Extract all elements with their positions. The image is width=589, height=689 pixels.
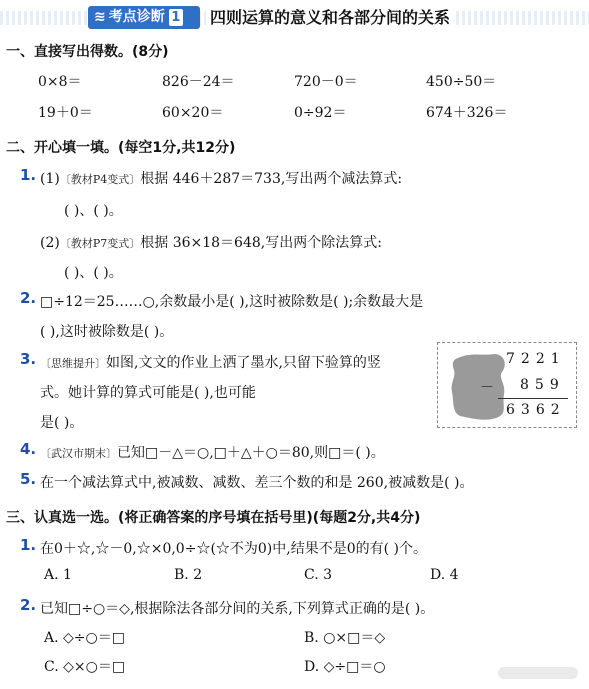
calc-item: 0×8＝: [38, 74, 82, 90]
section2-heading: 二、开心填一填。(每空1分,共12分): [6, 140, 236, 156]
question-number: 5.: [20, 470, 37, 488]
calc-mid: 859: [520, 377, 565, 393]
calc-item: 19＋0＝: [38, 105, 93, 121]
option: A. ◇÷○＝□: [44, 630, 125, 646]
question-number: 1.: [20, 166, 37, 184]
calc-item: 450÷50＝: [426, 74, 497, 90]
topic-badge: [88, 6, 200, 29]
question-number: 2.: [20, 596, 37, 614]
question-number: 4.: [20, 440, 37, 458]
q3-line2: 式。她计算的算式可能是( ),也可能: [40, 385, 256, 401]
calc-item: 0÷92＝: [294, 105, 347, 121]
q3-line3: 是( )。: [40, 415, 84, 431]
s3-q1-text: 在0＋☆,☆－0,☆×0,0÷☆(☆不为0)中,结果不是0的有( )个。: [40, 541, 428, 557]
calc-item: 826－24＝: [162, 74, 235, 90]
calc-top: 7221: [506, 351, 566, 367]
source-tag: 〔教材P7变式〕: [59, 237, 141, 250]
calc-minus: －: [480, 380, 494, 396]
badge-label: 考点诊断: [108, 9, 165, 25]
page-title: 四则运算的意义和各部分间的关系: [206, 6, 454, 29]
source-tag: 〔教材P4变式〕: [59, 173, 141, 186]
calc-rule: [498, 398, 568, 399]
option: D. 4: [430, 567, 459, 583]
q2-line2: ( ),这时被除数是( )。: [40, 324, 174, 340]
source-tag: 〔武汉市期末〕: [40, 447, 117, 460]
option: A. 1: [44, 567, 72, 583]
option: C. ◇×○＝□: [44, 659, 126, 675]
calc-item: 674＋326＝: [426, 105, 508, 121]
watermark: [498, 667, 578, 679]
section3-heading: 三、认真选一选。(将正确答案的序号填在括号里)(每题2分,共4分): [6, 510, 421, 526]
badge-number: 1: [169, 9, 183, 26]
option: B. ○×□＝◇: [304, 630, 386, 646]
calc-item: 720－0＝: [294, 74, 358, 90]
s3-q2-text: 已知□÷○＝◇,根据除法各部分间的关系,下列算式正确的是( )。: [40, 601, 435, 617]
q3-line1: 〔思维提升〕如图,文文的作业上洒了墨水,只留下验算的竖: [40, 355, 381, 371]
question-number: 1.: [20, 536, 37, 554]
question-number: 3.: [20, 350, 37, 368]
option: C. 3: [304, 567, 333, 583]
calc-result: 6362: [506, 402, 566, 418]
option: D. ◇÷□＝○: [304, 659, 386, 675]
q4-line: 〔武汉市期末〕已知□－△＝○,□＋△＋○＝80,则□＝( )。: [40, 445, 385, 461]
q1-blank-line-2: ( )、( )。: [64, 265, 123, 281]
wave-icon: ≋: [94, 9, 106, 25]
source-tag: 〔思维提升〕: [40, 357, 106, 370]
q1-blank-line: ( )、( )。: [64, 203, 123, 219]
q1-part2: (2)〔教材P7变式〕根据 36×18＝648,写出两个除法算式:: [40, 235, 382, 251]
calc-item: 60×20＝: [162, 105, 224, 121]
q2-line1: □÷12＝25……○,余数最小是( ),这时被除数是( );余数最大是: [40, 294, 424, 310]
question-number: 2.: [20, 289, 37, 307]
q1-part1: (1)〔教材P4变式〕根据 446＋287＝733,写出两个减法算式:: [40, 171, 403, 187]
option: B. 2: [174, 567, 203, 583]
section1-heading: 一、直接写出得数。(8分): [6, 44, 169, 60]
q5-line: 在一个减法算式中,被减数、减数、差三个数的和是 260,被减数是( )。: [40, 475, 474, 491]
